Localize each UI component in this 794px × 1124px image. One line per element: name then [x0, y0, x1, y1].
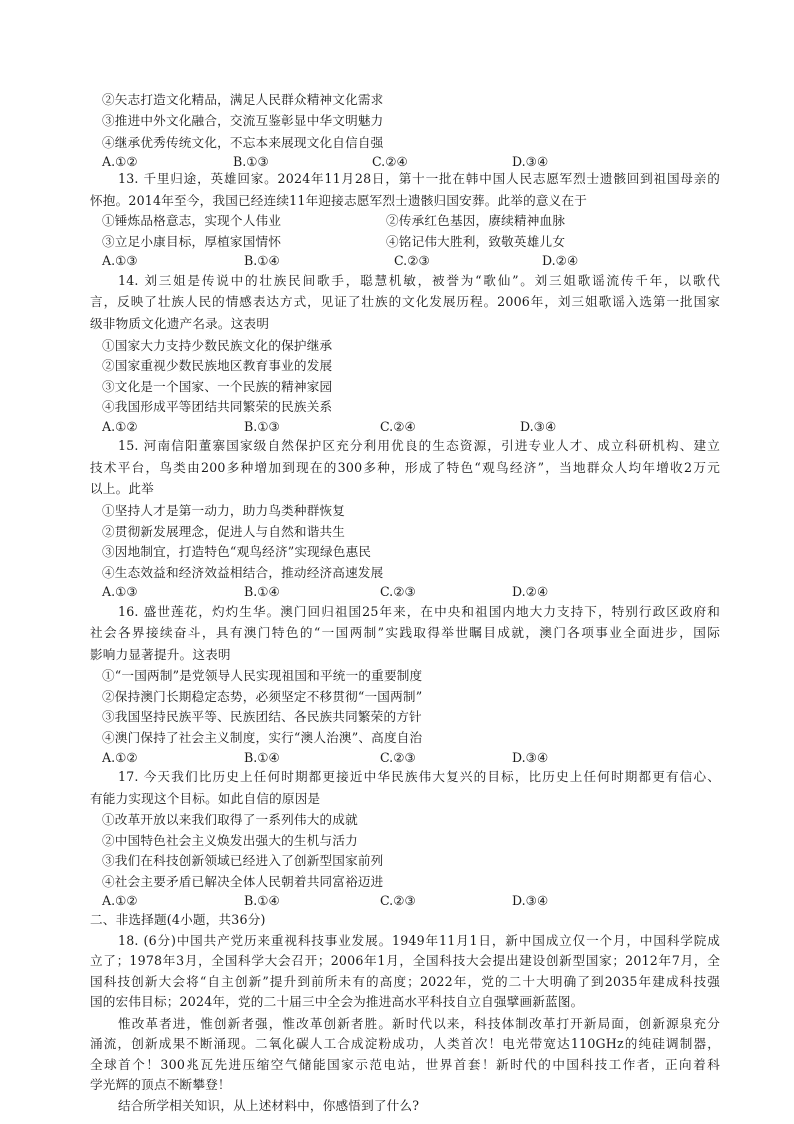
q17-item-3: ③我们在科技创新领域已经进入了创新型国家前列 [102, 853, 384, 869]
q17-stem-line-1: 17. 今天我们比历史上任何时期都更接近中华民族伟大复兴的目标，比历史上任何时期都更有信心、 [118, 769, 720, 785]
q18-material-line-4: 学光辉的顶点不断攀登！ [90, 1077, 231, 1093]
q16-option-b: B.①④ [244, 749, 280, 765]
q13-item-1: ①锤炼品格意志，实现个人伟业 [102, 213, 282, 229]
q16-option-c: C.②③ [380, 749, 416, 765]
q13-option-b: B.①④ [244, 253, 280, 269]
q16-stem-line-2: 社会各界接续奋斗，具有澳门特色的“一国两制”实践取得举世瞩目成就，澳门各项事业全面进步，国际 [90, 625, 720, 641]
q18-stem-line-1: 18. (6分)中国共产党历来重视科技事业发展。1949年11月1日，新中国成立仅一个月，中国科学院成 [118, 932, 720, 948]
q18-material-line-2: 涌流，创新成果不断涌现。二氧化碳人工合成淀粉成功，人类首次！电光带宽达110GHz的纯硅调制器， [90, 1036, 720, 1052]
q14-item-1: ①国家大力支持少数民族文化的保护继承 [102, 337, 333, 353]
q13-item-3: ③立足小康目标，厚植家国情怀 [102, 233, 282, 249]
q15-option-d: D.②④ [512, 584, 549, 600]
q14-option-a: A.①② [102, 418, 138, 434]
q12-option-c: C.②④ [372, 153, 408, 169]
q14-stem-line-1: 14. 刘三姐是传说中的壮族民间歌手，聪慧机敏，被誉为“歌仙”。刘三姐歌谣流传千年，以歌代 [118, 272, 720, 288]
q13-item-4: ④铭记伟大胜利，致敬英雄儿女 [386, 233, 566, 249]
q16-item-2: ②保持澳门长期稳定态势，必须坚定不移贯彻“一国两制” [102, 688, 423, 704]
q13-item-2: ②传承红色基因，赓续精神血脉 [386, 213, 566, 229]
section-2-title: 二、非选择题(4小题，共36分) [90, 912, 266, 927]
q15-stem-line-2: 技术平台，鸟类由200多种增加到现在的300多种，形成了特色“观鸟经济”，当地群众人均年增收2万元 [90, 459, 720, 475]
q12-item-3: ③推进中外文化融合，交流互鉴彰显中华文明魅力 [102, 113, 384, 129]
q13-stem-line-1: 13. 千里归途，英雄回家。2024年11月28日，第十一批在韩中国人民志愿军烈士遗骸回到祖国母亲的 [118, 171, 720, 187]
q14-option-b: B.①③ [244, 418, 280, 434]
q18-material-line-3: 全球首个！300兆瓦先进压缩空气储能国家示范电站，世界首套！新时代的中国科技工作者，正向着科 [90, 1056, 720, 1072]
q12-item-4: ④继承优秀传统文化，不忘本来展现文化自信自强 [102, 134, 384, 150]
q12-item-2: ②矢志打造文化精品，满足人民群众精神文化需求 [102, 91, 384, 107]
q12-option-a: A.①② [102, 153, 138, 169]
q16-stem-line-3: 影响力显著提升。这表明 [90, 646, 231, 662]
q17-stem-line-2: 有能力实现这个目标。如此自信的原因是 [90, 790, 321, 806]
q16-item-3: ③我国坚持民族平等、民族团结、各民族共同繁荣的方针 [102, 709, 422, 725]
q15-option-c: C.②③ [380, 584, 416, 600]
q16-stem-line-1: 16. 盛世莲花，灼灼生华。澳门回归祖国25年来，在中央和祖国内地大力支持下，特别行政区政府和 [118, 603, 720, 619]
q15-item-2: ②贯彻新发展理念，促进人与自然和谐共生 [102, 523, 346, 539]
q17-item-2: ②中国特色社会主义焕发出强大的生机与活力 [102, 832, 358, 848]
q18-material-line-1: 惟改革者进，惟创新者强，惟改革创新者胜。新时代以来，科技体制改革打开新局面，创新源泉充分 [118, 1015, 720, 1031]
q15-item-4: ④生态效益和经济效益相结合，推动经济高速发展 [102, 564, 384, 580]
q13-option-c: C.②③ [394, 253, 430, 269]
q14-option-c: C.②④ [380, 418, 416, 434]
q12-option-b: B.①③ [233, 153, 269, 169]
q17-option-a: A.①② [102, 893, 138, 909]
q14-option-d: D.③④ [520, 418, 557, 434]
q15-stem-line-1: 15. 河南信阳董寨国家级自然保护区充分利用优良的生态资源，引进专业人才、成立科研机构、建立 [118, 438, 720, 454]
q15-option-b: B.①④ [244, 584, 280, 600]
q17-item-1: ①改革开放以来我们取得了一系列伟大的成就 [102, 812, 358, 828]
q13-option-a: A.①③ [102, 253, 138, 269]
q18-stem-line-2: 立了；1978年3月，全国科学大会召开；2006年1月，全国科技大会提出建设创新型国家；2012年7月，全 [90, 953, 720, 969]
q13-option-d: D.②④ [542, 253, 579, 269]
q18-stem-line-3: 国科技创新大会将“自主创新”提升到前所未有的高度；2022年，党的二十大明确了到2035年建成科技强 [90, 973, 720, 989]
q17-option-b: B.①④ [244, 893, 280, 909]
q14-item-4: ④我国形成平等团结共同繁荣的民族关系 [102, 399, 333, 415]
q12-option-d: D.③④ [512, 153, 549, 169]
q15-item-3: ③因地制宜，打造特色“观鸟经济”实现绿色惠民 [102, 544, 372, 559]
q16-option-d: D.③④ [512, 749, 549, 765]
q14-item-2: ②国家重视少数民族地区教育事业的发展 [102, 358, 333, 374]
q16-item-4: ④澳门保持了社会主义制度，实行“澳人治澳”、高度自治 [102, 730, 423, 745]
q14-stem-line-3: 级非物质文化遗产名录。这表明 [90, 316, 270, 331]
q15-option-a: A.①③ [102, 584, 138, 600]
q16-option-a: A.①② [102, 749, 138, 765]
q14-item-3: ③文化是一个国家、一个民族的精神家园 [102, 378, 333, 394]
q15-stem-line-3: 以上。此举 [90, 481, 154, 497]
q17-option-d: D.③④ [512, 893, 549, 909]
q18-prompt: 结合所学相关知识，从上述材料中，你感悟到了什么? [118, 1098, 420, 1113]
q13-stem-line-2: 怀抱。2014年至今，我国已经连续11年迎接志愿军烈士遗骸归国安葬。此举的意义在于 [90, 192, 588, 208]
q17-item-4: ④社会主要矛盾已解决全体人民朝着共同富裕迈进 [102, 873, 384, 889]
q16-item-1: ①“一国两制”是党领导人民实现祖国和平统一的重要制度 [102, 668, 423, 684]
q18-stem-line-4: 国的宏伟目标；2024年，党的二十届三中全会为推进高水平科技自立自强擘画新蓝图。 [90, 994, 584, 1010]
q14-stem-line-2: 言，反映了壮族人民的情感表达方式，见证了壮族的文化发展历程。2006年，刘三姐歌谣入选第一批国家 [90, 294, 720, 310]
q15-item-1: ①坚持人才是第一动力，助力鸟类种群恢复 [102, 502, 346, 518]
q17-option-c: C.②③ [380, 893, 416, 909]
